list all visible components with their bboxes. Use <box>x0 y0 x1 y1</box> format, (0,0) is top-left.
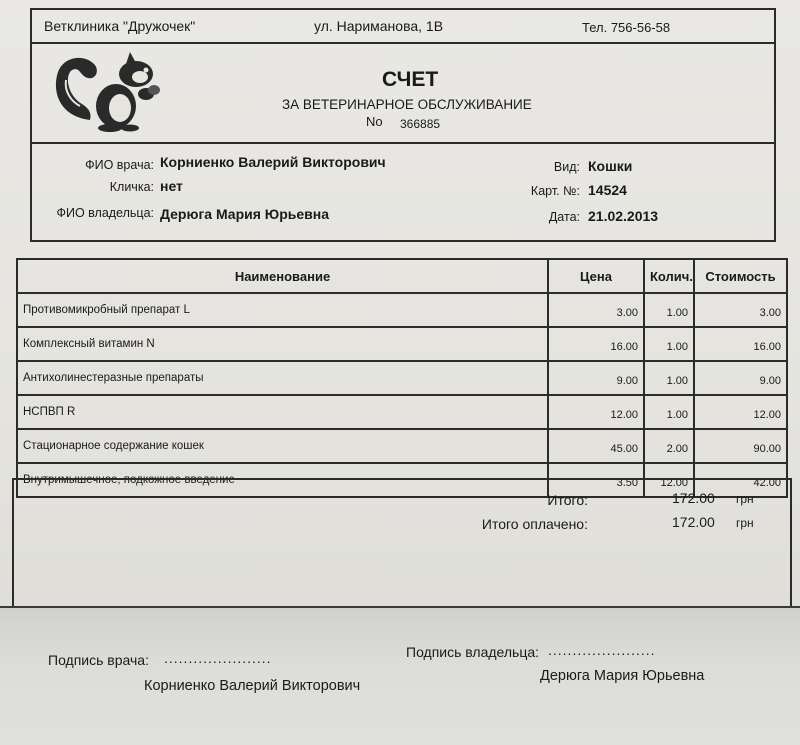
item-price: 16.00 <box>548 327 644 361</box>
item-name: Комплексный витамин N <box>17 327 548 361</box>
signature-area <box>0 606 800 745</box>
table-row <box>17 395 787 429</box>
items-table <box>16 258 788 498</box>
item-cost: 3.00 <box>694 293 787 327</box>
item-name: Антихолинестеразные препараты <box>17 361 548 395</box>
totals-block <box>12 478 792 608</box>
doctor-signature-name: Корниенко Валерий Викторович <box>144 678 361 694</box>
doctor-signature-label: Подпись врача: <box>48 652 149 668</box>
doctor-name: Корниенко Валерий Викторович <box>160 154 386 170</box>
total-currency: грн <box>736 492 754 506</box>
item-price: 9.00 <box>548 361 644 395</box>
table-header-row <box>17 259 787 293</box>
item-qty: 1.00 <box>644 395 694 429</box>
table-row <box>17 327 787 361</box>
invoice-number: 366885 <box>400 117 441 131</box>
items-table-wrap <box>16 258 786 498</box>
column-header-cost: Стоимость <box>694 259 787 293</box>
card-label: Карт. №: <box>530 184 580 198</box>
table-row <box>17 293 787 327</box>
table-row <box>17 429 787 463</box>
paid-label: Итого оплачено: <box>481 516 588 532</box>
paid-currency: грн <box>736 516 754 530</box>
item-price: 12.00 <box>548 395 644 429</box>
item-name: Стационарное содержание кошек <box>17 429 548 463</box>
clinic-phone: Тел. 756-56-58 <box>582 20 671 35</box>
item-qty: 1.00 <box>644 327 694 361</box>
owner-signature-name: Дерюга Мария Юрьевна <box>540 668 705 684</box>
date-label: Дата: <box>548 210 580 224</box>
item-name: НСПВП R <box>17 395 548 429</box>
item-price: 3.50 <box>548 463 644 497</box>
total-amount: 172.00 <box>672 490 715 506</box>
clinic-address: ул. Нариманова, 1В <box>314 18 444 34</box>
owner-name: Дерюга Мария Юрьевна <box>160 206 330 222</box>
column-header-name: Наименование <box>17 259 548 293</box>
invoice-title: СЧЕТ <box>382 68 439 91</box>
squirrel-logo-icon <box>50 50 170 132</box>
doctor-label: ФИО врача: <box>85 158 154 172</box>
pet-nickname: нет <box>160 178 183 194</box>
item-qty: 1.00 <box>644 293 694 327</box>
item-qty: 12.00 <box>644 463 694 497</box>
item-name: Внутримышечное, подкожное введение <box>17 463 548 497</box>
doctor-signature-line: ...................... <box>164 650 272 666</box>
column-header-price: Цена <box>548 259 644 293</box>
table-row <box>17 361 787 395</box>
species-label: Вид: <box>553 160 580 174</box>
clinic-header <box>30 8 776 42</box>
total-label: Итого: <box>547 492 588 508</box>
owner-signature-label: Подпись владельца: <box>406 644 540 660</box>
title-block <box>30 42 776 144</box>
owner-signature-line: ...................... <box>548 642 656 658</box>
invoice-date: 21.02.2013 <box>588 208 659 224</box>
nickname-label: Кличка: <box>109 180 154 194</box>
item-price: 45.00 <box>548 429 644 463</box>
item-price: 3.00 <box>548 293 644 327</box>
item-cost: 16.00 <box>694 327 787 361</box>
item-cost: 12.00 <box>694 395 787 429</box>
species-value: Кошки <box>588 158 633 174</box>
card-number: 14524 <box>588 182 627 198</box>
patient-info <box>30 130 776 242</box>
invoice-subtitle: ЗА ВЕТЕРИНАРНОЕ ОБСЛУЖИВАНИЕ <box>282 97 532 112</box>
owner-label: ФИО владельца: <box>56 206 154 220</box>
invoice-number-label: No <box>366 114 383 129</box>
item-cost: 90.00 <box>694 429 787 463</box>
item-name: Противомикробный препарат L <box>17 293 548 327</box>
column-header-qty: Колич. <box>644 259 694 293</box>
item-qty: 1.00 <box>644 361 694 395</box>
item-qty: 2.00 <box>644 429 694 463</box>
clinic-name: Ветклиника "Дружочек" <box>44 18 196 34</box>
paid-amount: 172.00 <box>672 514 715 530</box>
item-cost: 42.00 <box>694 463 787 497</box>
item-cost: 9.00 <box>694 361 787 395</box>
